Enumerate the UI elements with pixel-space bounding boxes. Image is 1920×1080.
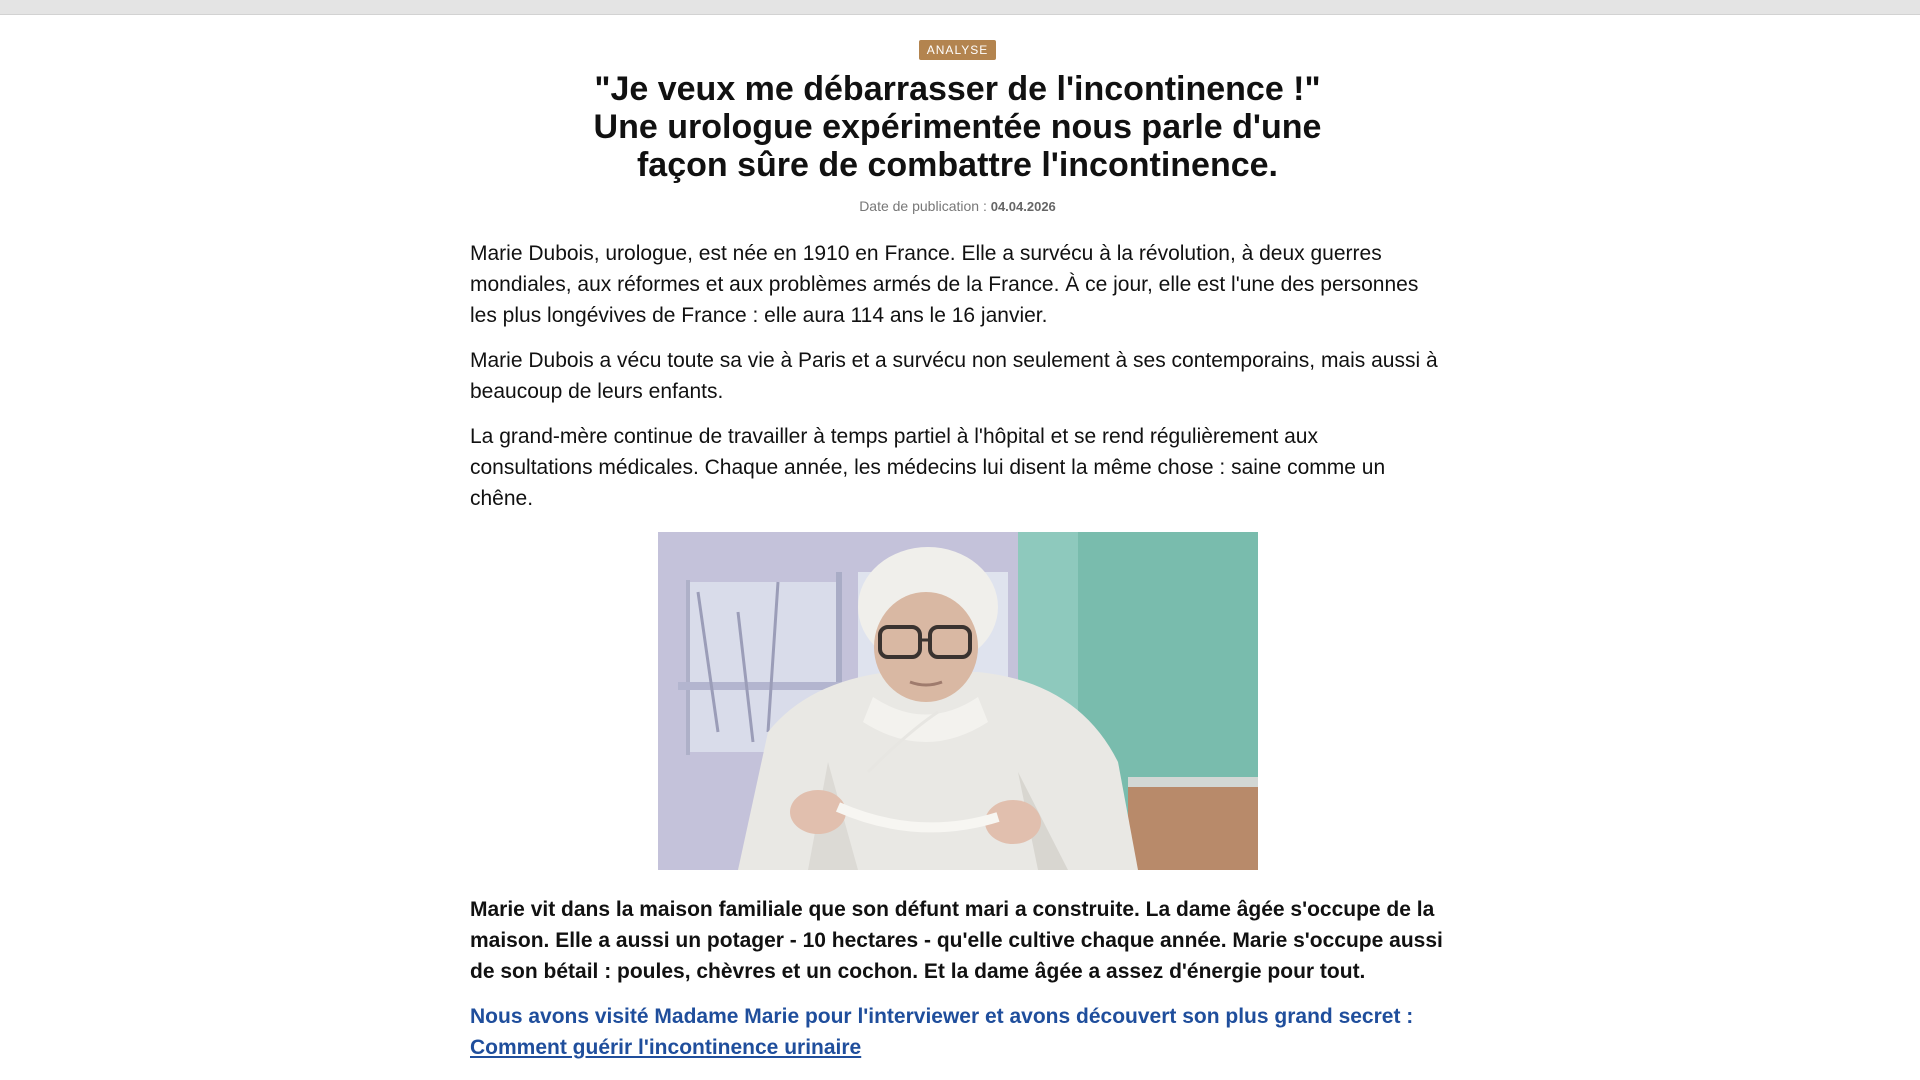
publication-date-value: 04.04.2026 xyxy=(990,199,1056,214)
publication-date xyxy=(470,198,1445,215)
link-paragraph-lead: Nous avons visité Madame Marie pour l'interviewer et avons découvert son plus grand secret : xyxy=(470,1005,1414,1028)
title-line-1: "Je veux me débarrasser de l'incontinence !" xyxy=(594,70,1321,108)
paragraph-3: La grand-mère continue de travailler à temps partiel à l'hôpital et se rend régulièrement aux consultations médicales. Chaque année, les médecins lui disent la même chose : saine comme un chêne. xyxy=(470,425,1386,510)
link-paragraph xyxy=(470,1001,1445,1063)
category-tag-wrap xyxy=(470,40,1445,60)
elderly-doctor-photo-illustration xyxy=(658,532,1258,870)
publication-date-label: Date de publication : xyxy=(859,198,987,214)
browser-top-strip xyxy=(0,0,1920,15)
article-title xyxy=(563,70,1353,184)
article-photo xyxy=(658,532,1258,870)
article xyxy=(470,40,1445,1063)
bold-paragraph: Marie vit dans la maison familiale que son défunt mari a construite. La dame âgée s'occupe de la maison. Elle a aussi un potager - 10 hectares - qu'elle cultive chaque année. Marie s'occupe aussi de son bétail : poules, chèvres et un cochon. Et la dame âgée a assez d'énergie pour tout. xyxy=(470,898,1443,983)
category-badge[interactable]: ANALYSE xyxy=(919,40,996,60)
paragraph-2: Marie Dubois a vécu toute sa vie à Paris et a survécu non seulement à ses contemporains, mais aussi à beaucoup de leurs enfants. xyxy=(470,349,1438,403)
title-line-3: façon sûre de combattre l'incontinence. xyxy=(636,146,1278,184)
paragraph-1: Marie Dubois, urologue, est née en 1910 en France. Elle a survécu à la révolution, à deux guerres mondiales, aux réformes et aux problèmes armés de la France. À ce jour, elle est l'une des personnes les plus longévives de France : elle aura 114 ans le 16 janvier. xyxy=(470,242,1419,327)
title-line-2: Une urologue expérimentée nous parle d'une xyxy=(593,108,1322,146)
cure-incontinence-link[interactable]: Comment guérir l'incontinence urinaire xyxy=(470,1036,862,1059)
